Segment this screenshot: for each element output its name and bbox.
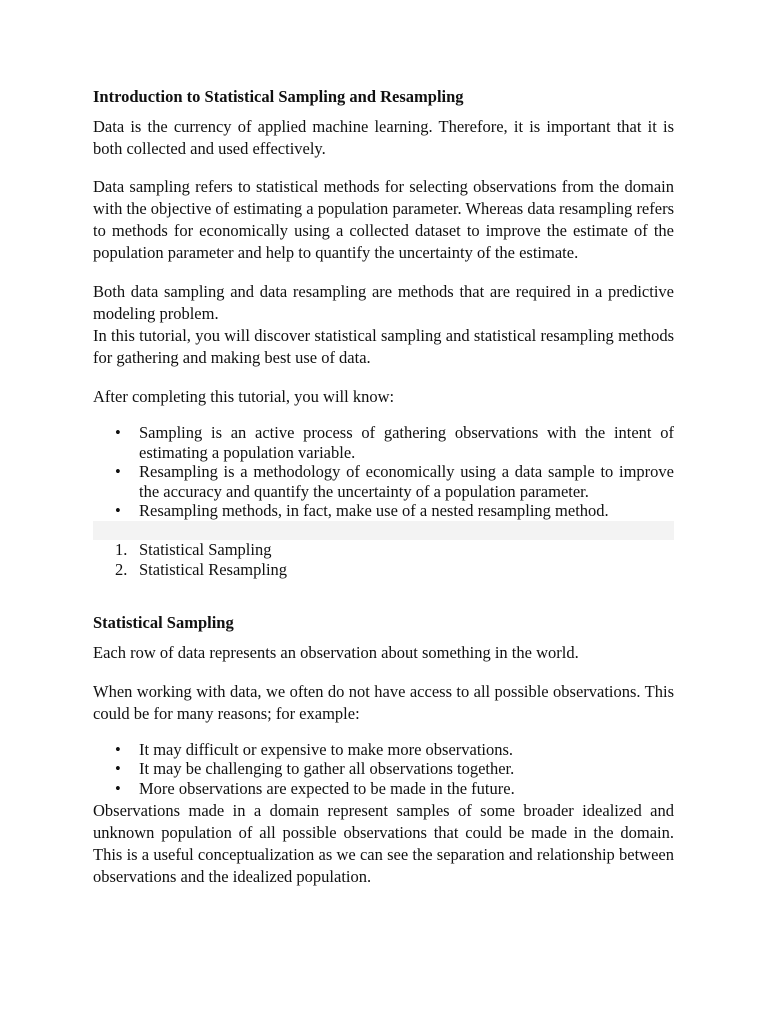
- bullet-icon: •: [115, 739, 121, 759]
- bullet-icon: •: [115, 501, 121, 520]
- list-item: [93, 462, 674, 501]
- list-item: [93, 560, 674, 580]
- sampling-heading: Statistical Sampling: [93, 612, 234, 632]
- sampling-paragraph-1: Each row of data represents an observation about something in the world.: [93, 642, 579, 662]
- list-item: [93, 740, 674, 760]
- bullet-icon: •: [115, 423, 121, 442]
- sampling-paragraph-3: Observations made in a domain represent samples of some broader idealized and unknown population of all possible observations that could be made in the domain. This is a useful conceptualization as we can see the separation and relationship between observations and the idealized population.: [93, 801, 674, 886]
- shaded-divider: [93, 521, 674, 540]
- intro-paragraph-4: In this tutorial, you will discover statistical sampling and statistical resampling methods for gathering and making best use of data.: [93, 326, 674, 367]
- intro-paragraph-1: Data is the currency of applied machine learning. Therefore, it is important that it is both collected and used effectively.: [93, 117, 674, 158]
- list-item-text: Resampling methods, in fact, make use of a nested resampling method.: [139, 501, 609, 520]
- list-item-text: It may be challenging to gather all observations together.: [139, 759, 515, 778]
- list-item-text: It may difficult or expensive to make more observations.: [139, 739, 514, 759]
- list-item: [93, 540, 674, 560]
- bullet-icon: •: [115, 778, 121, 798]
- list-item-text: Statistical Sampling: [139, 539, 272, 559]
- list-item: [93, 423, 674, 462]
- intro-paragraph-3: Both data sampling and data resampling are methods that are required in a predictive modeling problem.: [93, 282, 674, 323]
- list-item: [93, 779, 674, 799]
- list-item-text: Resampling is a methodology of economically using a data sample to improve the accuracy and quantify the uncertainty of a population parameter.: [139, 462, 674, 501]
- intro-bullet-list: [93, 423, 674, 521]
- intro-heading: Introduction to Statistical Sampling and Resampling: [93, 87, 464, 106]
- list-item: [93, 759, 674, 779]
- intro-paragraph-2: Data sampling refers to statistical methods for selecting observations from the domain with the objective of estimating a population parameter. Whereas data resampling refers to methods for economically using a collected dataset to improve the estimate of the population parameter and help to quantify the uncertainty of the estimate.: [93, 177, 674, 262]
- list-item-text: Statistical Resampling: [139, 559, 288, 579]
- list-item-text: Sampling is an active process of gathering observations with the intent of estimating a population variable.: [139, 423, 674, 462]
- bullet-icon: •: [115, 462, 121, 481]
- sampling-bullet-list: [93, 740, 674, 799]
- list-number: 1.: [115, 539, 128, 559]
- sampling-paragraph-2: When working with data, we often do not have access to all possible observations. This could be for many reasons; for example:: [93, 681, 674, 723]
- intro-paragraph-5: After completing this tutorial, you will know:: [93, 387, 395, 406]
- intro-numbered-list: [93, 540, 674, 580]
- document-page: [93, 86, 674, 888]
- list-item: [93, 501, 674, 521]
- bullet-icon: •: [115, 759, 121, 778]
- list-item-text: More observations are expected to be made in the future.: [139, 778, 515, 798]
- list-number: 2.: [115, 559, 128, 579]
